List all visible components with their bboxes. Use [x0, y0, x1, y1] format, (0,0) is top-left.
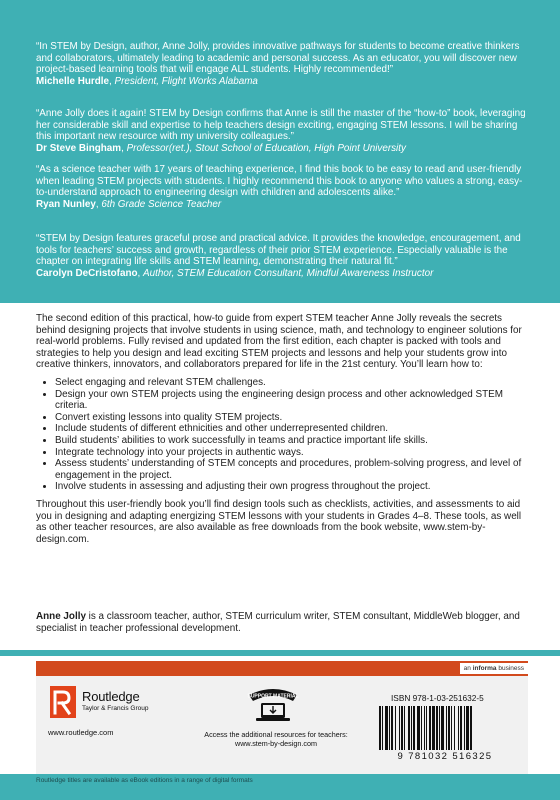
review-attribution: Carolyn DeCristofano, Author, STEM Education Consultant, Mindful Awareness Instructor: [36, 267, 434, 279]
informa-suffix: business: [496, 665, 524, 672]
resources-line: Access the additional resources for teachers:: [204, 730, 348, 739]
informa-prefix: an: [463, 665, 473, 672]
review-quote: “As a science teacher with 17 years of teaching experience, I find this book to be easy to read and user-friendly when leading STEM projects with students. I highly recommend this book to anyone who values a strong, easy-to-understand approach to engineering design with children and adolescents alike.”: [36, 164, 523, 199]
barcode-bar: [441, 706, 444, 750]
support-material-badge-icon: [246, 685, 300, 725]
barcode-bar: [460, 706, 462, 750]
description-intro: The second edition of this practical, how-to guide from expert STEM teacher Anne Jolly reveals the secrets behind designing projects that involve students in using science, math, and technology to engineer solutions for real-world problems. Fully revised and updated from the first edition, each chapter is packed with tools and strategies to help you design and lead exciting STEM projects and lessons and help your students grow into creative thinkers, innovators, and collaborators prepared for life in the 21st century. You’ll learn how to:: [36, 313, 522, 371]
learning-list: [36, 377, 528, 493]
routledge-logo-icon: [50, 686, 76, 718]
barcode-bar: [382, 706, 383, 750]
barcode-bar: [426, 706, 427, 750]
list-item: • Convert existing lessons into quality STEM projects.: [55, 412, 528, 424]
review: [36, 233, 528, 279]
review-attribution: Michelle Hurdle, President, Flight Works Alabama: [36, 75, 258, 87]
review: [36, 41, 528, 87]
reviewer-name: Ryan Nunley: [36, 198, 96, 210]
barcode-bar: [470, 706, 472, 750]
ebook-note: Routledge titles are available as eBook editions in a range of digital formats: [36, 777, 253, 784]
informa-label: [460, 663, 528, 674]
barcode-bar: [404, 706, 405, 750]
list-item: • Select engaging and relevant STEM challenges.: [55, 377, 528, 389]
reviewer-role: President, Flight Works Alabama: [114, 75, 258, 87]
barcode-number: 9 781032 516325: [397, 751, 493, 762]
review-quote: “In STEM by Design, author, Anne Jolly, provides innovative pathways for students to become creative thinkers and collaborators, ultimately leading to academic and personal success. As an educator, you will discover new project-based learning tools that will engage ALL students. Highly recommended!”: [36, 41, 520, 76]
reviewer-name: Carolyn DeCristofano: [36, 267, 138, 279]
reviewer-role: Author, STEM Education Consultant, Mindful Awareness Instructor: [143, 267, 434, 279]
review-quote: “STEM by Design features graceful prose and practical advice. It provides the knowledge, encouragement, and tools for teachers’ success and growth, regardless of their prior STEM experience. Especially valuable is the chapter on integrating life skills and STEM learning, demonstrating their natural fit.”: [36, 233, 521, 268]
list-item: • Include students of different ethnicities and other underrepresented children.: [55, 423, 528, 435]
barcode-bar: [408, 706, 410, 750]
barcode-bar: [464, 706, 465, 750]
resources-note: [186, 730, 366, 748]
review: [36, 164, 528, 210]
author-bio-text: is a classroom teacher, author, STEM curriculum writer, STEM consultant, MiddleWeb blogger, and specialist in teacher professional development.: [36, 611, 520, 634]
review-attribution: Ryan Nunley, 6th Grade Science Teacher: [36, 198, 222, 210]
reviewer-role: 6th Grade Science Teacher: [101, 198, 222, 210]
review: [36, 108, 528, 154]
barcode-bar: [439, 706, 440, 750]
review-attribution: Dr Steve Bingham, Professor(ret.), Stout School of Education, High Point University: [36, 142, 406, 154]
barcode-bar: [421, 706, 422, 750]
reviewer-name: Michelle Hurdle: [36, 75, 109, 87]
reviewer-name: Dr Steve Bingham: [36, 142, 122, 154]
list-item: • Assess students’ understanding of STEM concepts and procedures, problem-solving progress, and level of engagement in the project.: [55, 458, 528, 481]
list-item: • Design your own STEM projects using the engineering design process and other acknowledged STEM criteria.: [55, 389, 528, 412]
barcode-bar: [395, 706, 396, 750]
barcode-bar: [379, 706, 381, 750]
author-name: Anne Jolly: [36, 611, 86, 622]
list-item: • Involve students in assessing and adjusting their own progress throughout the project.: [55, 481, 528, 493]
barcode-bar: [389, 706, 390, 750]
reviews-panel: [0, 0, 560, 303]
barcode-bar: [451, 706, 452, 750]
barcode-bar: [413, 706, 415, 750]
publisher-url[interactable]: www.routledge.com: [48, 728, 114, 737]
barcode-bar: [458, 706, 459, 750]
barcode-bar: [401, 706, 403, 750]
informa-brand: informa: [472, 665, 497, 672]
book-description: [36, 313, 528, 545]
barcode-bar: [399, 706, 400, 750]
publisher-footer: [36, 676, 528, 774]
publisher-group: Taylor & Francis Group: [82, 705, 149, 712]
bottom-band: [0, 774, 560, 800]
barcode-bar: [385, 706, 388, 750]
list-item: • Build students’ abilities to work successfully in teams and practice important life skills.: [55, 435, 528, 447]
isbn: ISBN 978-1-03-251632-5: [391, 693, 484, 703]
barcode-bar: [466, 706, 469, 750]
resources-url[interactable]: www.stem-by-design.com: [235, 739, 317, 748]
publisher-strip: [36, 661, 528, 676]
badge-label: SUPPORT MATERIAL: [247, 693, 299, 700]
barcode-bar: [432, 706, 435, 750]
barcode-bar: [429, 706, 431, 750]
reviewer-role: Professor(ret.), Stout School of Education, High Point University: [126, 142, 406, 154]
list-item: • Integrate technology into your projects in authentic ways.: [55, 447, 528, 459]
barcode-bar: [446, 706, 447, 750]
publisher-name: Routledge: [82, 689, 140, 704]
author-bio: [36, 611, 528, 634]
description-closing: Throughout this user-friendly book you’ll find design tools such as checklists, activities, and assessments to aid you in designing and adapting energizing STEM lessons with your students in Grades 4–8. These tools, as well as other teacher resources, are also available as free downloads from the book website, www.stem-by-design.com.: [36, 498, 522, 545]
barcode: [375, 706, 515, 750]
barcode-bar: [424, 706, 425, 750]
barcode-bar: [391, 706, 393, 750]
barcode-bar: [417, 706, 420, 750]
barcode-bar: [411, 706, 412, 750]
barcode-bar: [436, 706, 438, 750]
review-quote: “Anne Jolly does it again! STEM by Design confirms that Anne is still the master of the “how-to” book, leveraging her considerable skill and expertise to help teachers design exciting, engaging STEM lessons. I will be sharing this important new resource with my university colleagues.”: [36, 108, 526, 143]
barcode-bar: [454, 706, 455, 750]
barcode-bar: [448, 706, 450, 750]
teal-divider: [0, 650, 560, 656]
